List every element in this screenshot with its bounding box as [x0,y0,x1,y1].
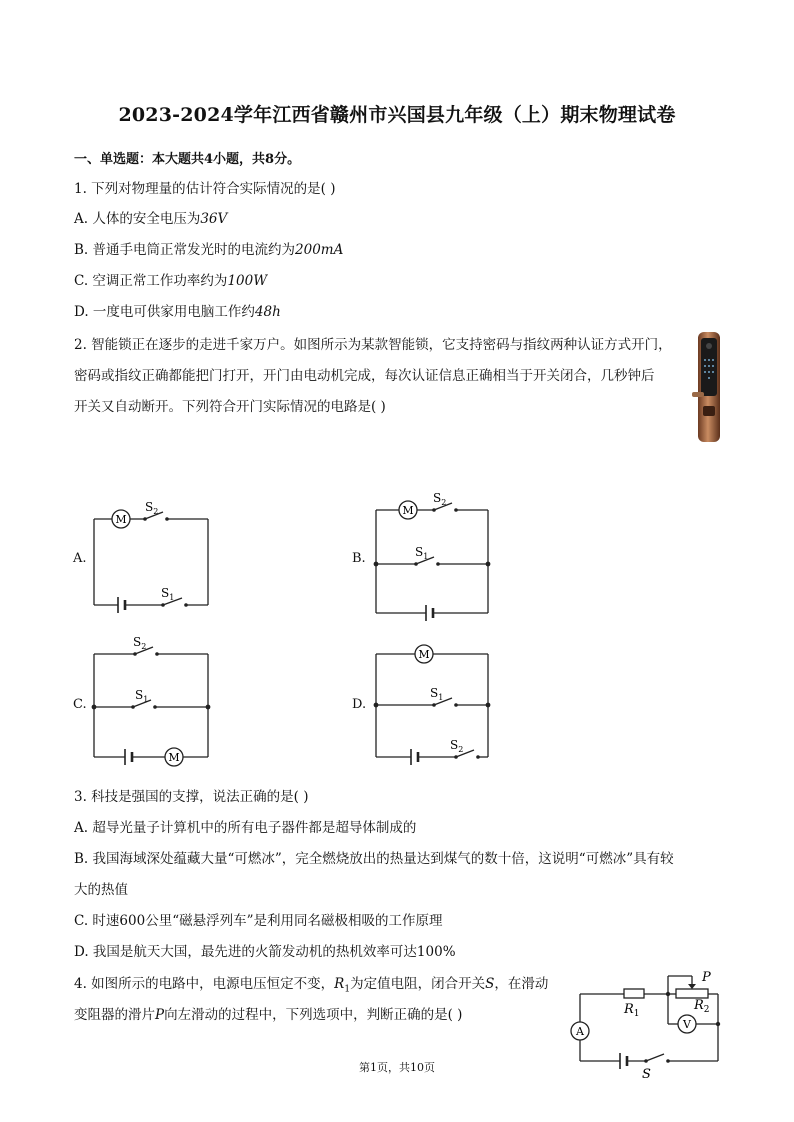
q3-option-a: A. 超导光量子计算机中的所有电子器件都是超导体制成的 [74,820,417,836]
switch-s2-label: $S_2$ [433,491,447,507]
q3-option-b-continued: 大的热值 [74,882,128,898]
switch-s2-label: $S_2$ [145,500,159,516]
q1-option-b: B. 普通手电筒正常发光时的电流约为200mA [74,242,344,258]
switch-s-label: S [642,1067,651,1081]
circuit-c [85,632,220,767]
section-heading: 一、单选题：本大题共4小题，共8分。 [74,152,301,167]
r1-label: $R_1$ [624,1002,640,1019]
switch-s1-label: $S_1$ [161,586,175,602]
q1-stem: 1. 下列对物理量的估计符合实际情况的是( ) [74,181,336,197]
switch-s2-label: $S_2$ [133,635,147,651]
q2-option-c-label: C. [73,697,87,712]
motor-label: M [418,648,430,661]
motor-label: M [168,751,180,764]
q2-stem-line-3: 开关又自动断开。下列符合开门实际情况的电路是( ) [74,399,386,415]
q2-option-d-label: D. [352,697,367,712]
switch-s1-label: $S_1$ [135,688,149,704]
switch-s1-label: $S_1$ [415,545,429,561]
q3-option-b: B. 我国海域深处蕴藏大量“可燃冰”，完全燃烧放出的热量达到煤气的数十倍，这说明“可燃冰”具有较 [74,851,674,867]
q1-option-d: D. 一度电可供家用电脑工作约48h [74,304,281,320]
page-footer: 第1页，共10页 [359,1061,435,1074]
q3-option-d: D. 我国是航天大国，最先进的火箭发动机的热机效率可达100% [74,944,456,960]
switch-s1-label: $S_1$ [430,686,444,702]
voltmeter-label: V [683,1018,691,1031]
smart-lock-image [690,330,730,445]
ammeter-label: A [576,1025,584,1038]
motor-label: M [115,513,127,526]
q2-stem-line-2: 密码或指纹正确都能把门打开，开门由电动机完成，每次认证信息正确相当于开关闭合，几秒钟后 [74,368,655,384]
circuit-d [368,632,503,767]
r2-label: $R_2$ [694,998,710,1015]
circuit-b [368,488,503,623]
q4-stem-line-1: 4. 如图所示的电路中，电源电压恒定不变，$R_1$为定值电阻，闭合开关S，在滑动 [74,976,549,995]
q3-stem: 3. 科技是强国的支撑，说法正确的是( ) [74,789,309,805]
q3-option-c: C. 时速600公里“磁悬浮列车”是利用同名磁极相吸的工作原理 [74,913,443,929]
q1-option-a: A. 人体的安全电压为36V [74,211,228,227]
motor-label: M [402,504,414,517]
q2-option-b-label: B. [352,551,366,566]
q2-option-a-label: A. [73,551,87,566]
page-title: 2023-2024学年江西省赣州市兴国县九年级（上）期末物理试卷 [118,104,676,126]
switch-s2-label: $S_2$ [450,738,464,754]
circuit-a [85,495,220,615]
slider-p-label: P [702,970,711,985]
q2-stem-line-1: 2. 智能锁正在逐步的走进千家万户。如图所示为某款智能锁，它支持密码与指纹两种认证方式开门， [74,337,672,353]
q1-option-c: C. 空调正常工作功率约为100W [74,273,268,289]
q4-stem-line-2: 变阻器的滑片P向左滑动的过程中，下列选项中，判断正确的是( ) [74,1007,463,1023]
